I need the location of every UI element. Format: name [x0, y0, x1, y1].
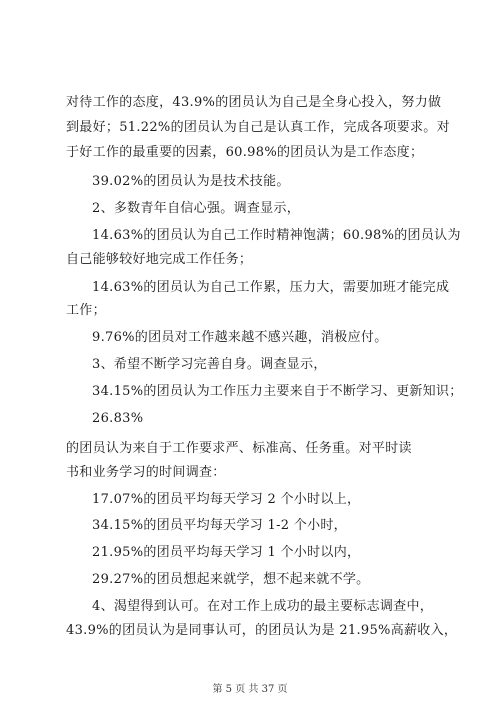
- text-line: 39.02%的团员认为是技术技能。: [92, 174, 290, 189]
- text-line: 14.63%的团员认为自己工作时精神饱满；60.98%的团员认为: [92, 228, 461, 243]
- text-line: 工作；: [66, 303, 106, 318]
- text-line: 4、渴望得到认可。在对工作上成功的最主要标志调查中，: [92, 599, 434, 614]
- text-line: 14.63%的团员认为自己工作累，压力大，需要加班才能完成: [92, 280, 450, 295]
- text-line: 的团员认为来自于工作要求严、标准高、任务重。对平时读: [66, 441, 412, 456]
- text-line: 对待工作的态度，43.9%的团员认为自己是全身心投入，努力做: [66, 95, 442, 110]
- text-line: 21.95%的团员平均每天学习 1 个小时以内，: [92, 545, 361, 560]
- text-line: 17.07%的团员平均每天学习 2 个小时以上，: [92, 492, 361, 507]
- text-line: 29.27%的团员想起来就学，想不起来就不学。: [92, 572, 370, 587]
- text-line: 2、多数青年自信心强。调查显示，: [92, 201, 301, 216]
- text-line: 34.15%的团员平均每天学习 1-2 个小时，: [92, 518, 347, 533]
- text-line: 3、希望不断学习完善自身。调查显示，: [92, 357, 327, 372]
- text-line: 于好工作的最重要的因素，60.98%的团员认为是工作态度；: [66, 145, 424, 160]
- text-line: 26.83%: [92, 411, 144, 426]
- text-line: 自己能够较好地完成工作任务；: [66, 252, 253, 267]
- text-line: 34.15%的团员认为工作压力主要来自于不断学习、更新知识；: [92, 384, 463, 399]
- page-number-footer: 第 5 页 共 37 页: [212, 684, 288, 695]
- text-line: 到最好；51.22%的团员认为自己是认真工作，完成各项要求。对: [66, 120, 450, 135]
- text-line: 43.9%的团员认为是同事认可，的团员认为是 21.95%高薪收入，: [66, 623, 458, 638]
- text-line: 9.76%的团员对工作越来越不感兴趣，消极应付。: [92, 330, 388, 345]
- text-line: 书和业务学习的时间调查：: [66, 465, 226, 480]
